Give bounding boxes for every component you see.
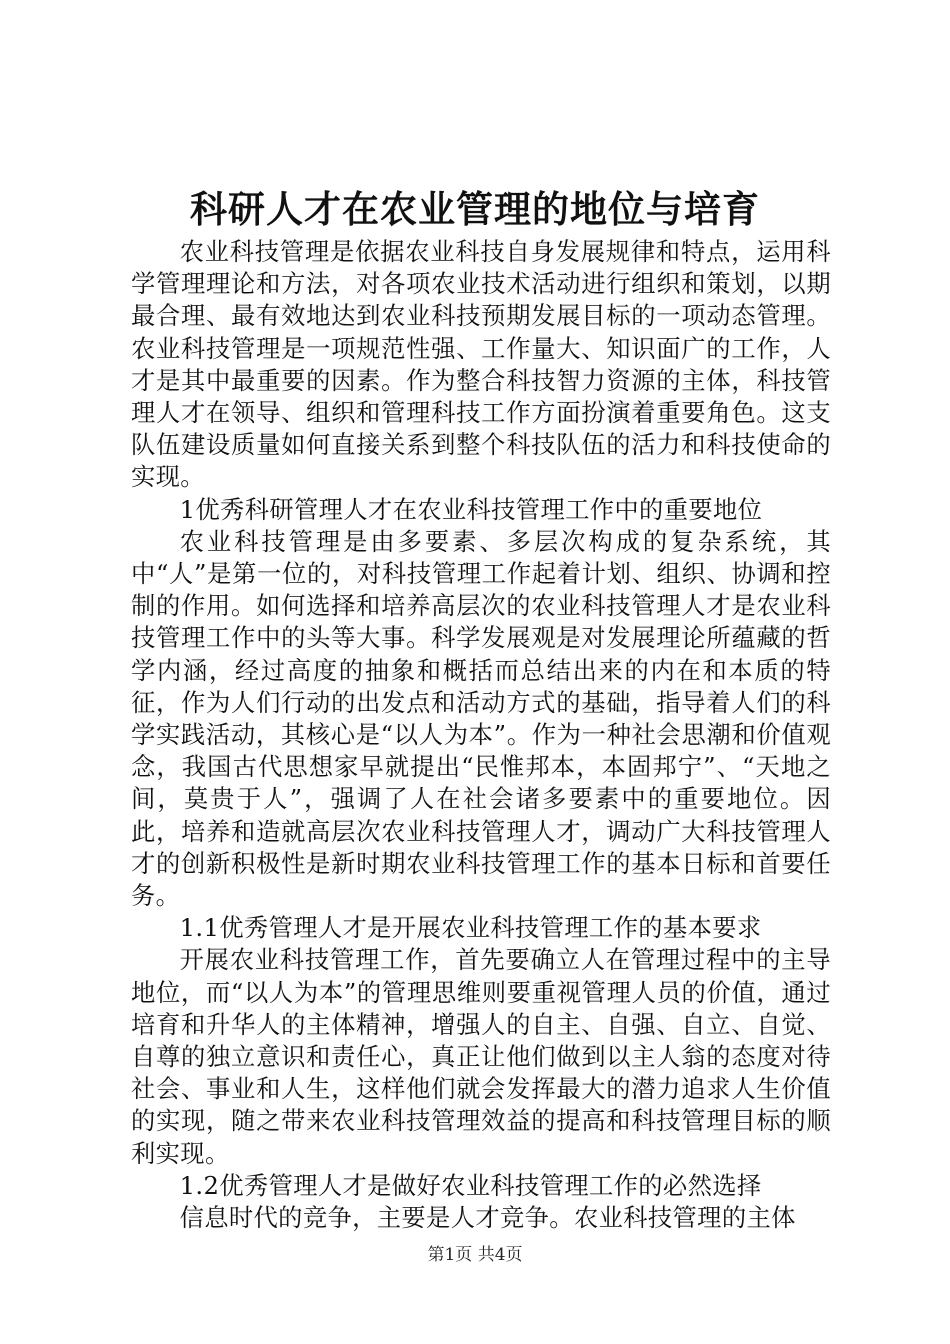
- paragraph-intro: 农业科技管理是依据农业科技自身发展规律和特点，运用科学管理理论和方法，对各项农业技术活动进行组织和策划，以期最合理、最有效地达到农业科技预期发展目标的一项动态管理。农业科技管理是一项规范性强、工作量大、知识面广的工作，人才是其中最重要的因素。作为整合科技智力资源的主体，科技管理人才在领导、组织和管理科技工作方面扮演着重要角色。这支队伍建设质量如何直接关系到整个科技队伍的活力和科技使命的实现。: [131, 237, 831, 492]
- page-footer: 第1页 共4页: [427, 1245, 523, 1265]
- paragraph-section-1: 农业科技管理是由多要素、多层次构成的复杂系统，其中“人”是第一位的，对科技管理工作起着计划、组织、协调和控制的作用。如何选择和培养高层次的农业科技管理人才是农业科技管理工作中的头等大事。科学发展观是对发展理论所蕴藏的哲学内涵，经过高度的抽象和概括而总结出来的内在和本质的特征，作为人们行动的出发点和活动方式的基础，指导着人们的科学实践活动，其核心是“以人为本”。作为一种社会思潮和价值观念，我国古代思想家早就提出“民惟邦本，本固邦宁”、“天地之间，莫贵于人”，强调了人在社会诸多要素中的重要地位。因此，培养和造就高层次农业科技管理人才，调动广大科技管理人才的创新积极性是新时期农业科技管理工作的基本日标和首要任务。: [131, 526, 831, 911]
- section-heading-1-1: 1.1优秀管理人才是开展农业科技管理工作的基本要求: [179, 913, 762, 943]
- paragraph-section-1-1: 开展农业科技管理工作，首先要确立人在管理过程中的主导地位，而“以人为本”的管理思维则要重视管理人员的价值，通过培育和升华人的主体精神，增强人的自主、自强、自立、自觉、自尊的独立意识和责任心，真正让他们做到以主人翁的态度对待社会、事业和人生，这样他们就会发挥最大的潜力追求人生价值的实现，随之带来农业科技管理效益的提高和科技管理目标的顺利实现。: [131, 945, 831, 1168]
- section-heading-1-2: 1.2优秀管理人才是做好农业科技管理工作的必然选择: [179, 1170, 762, 1200]
- paragraph-section-1-2: 信息时代的竞争，主要是人才竞争。农业科技管理的主体: [179, 1203, 796, 1233]
- section-heading-1: 1优秀科研管理人才在农业科技管理工作中的重要地位: [179, 494, 763, 524]
- document-title: 科研人才在农业管理的地位与培育: [190, 187, 760, 231]
- document-body: [131, 236, 831, 1234]
